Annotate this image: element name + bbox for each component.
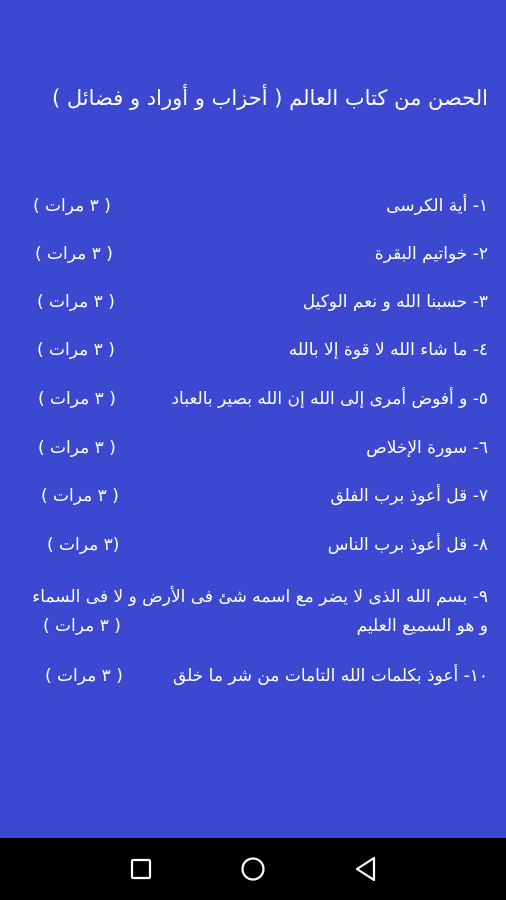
list-item [0, 666, 506, 696]
item-count: ( ٣ مرات ) [37, 292, 115, 312]
item-count: ( ٣ مرات ) [35, 244, 113, 264]
list-item [0, 196, 506, 226]
square-icon [130, 858, 152, 880]
list-item [0, 292, 506, 322]
item-count: ( ٣ مرات ) [38, 389, 116, 409]
navigation-bar [0, 838, 506, 900]
home-button[interactable] [238, 854, 268, 884]
recent-apps-button[interactable] [126, 854, 156, 884]
circle-icon [240, 856, 266, 882]
item-text: ١٠- أعوذ بكلمات الله التامات من شر ما خلق [172, 666, 488, 686]
item-text: ٤- ما شاء الله لا قوة إلا بالله [288, 340, 488, 360]
list-item [0, 340, 506, 370]
item-count: (٣ مرات ) [47, 535, 120, 555]
list-item [0, 438, 506, 468]
item-text: ٨- قل أعوذ برب الناس [327, 535, 488, 555]
item-count: ( ٣ مرات ) [41, 486, 119, 506]
back-button[interactable] [351, 854, 381, 884]
list-item [0, 389, 506, 419]
item-count: ( ٣ مرات ) [43, 616, 121, 636]
list-item [0, 583, 506, 643]
list-item [0, 535, 506, 565]
list-item [0, 486, 506, 516]
item-text: ٢- خواتيم البقرة [374, 244, 488, 264]
item-count: ( ٣ مرات ) [33, 196, 111, 216]
page-title: الحصن من كتاب العالم ( أحزاب و أوراد و فضائل ) [52, 86, 488, 110]
item-count: ( ٣ مرات ) [37, 340, 115, 360]
back-triangle-icon [354, 856, 378, 882]
item-count: ( ٣ مرات ) [45, 666, 123, 686]
item-text: ٣- حسبنا الله و نعم الوكيل [302, 292, 488, 312]
item-text: ٥- و أفوض أمرى إلى الله إن الله بصير بالعباد [171, 389, 488, 409]
item-text: ١- أية الكرسى [386, 196, 488, 216]
item-count: ( ٣ مرات ) [38, 438, 116, 458]
item-text: ٧- قل أعوذ برب الفلق [330, 486, 488, 506]
list-item [0, 244, 506, 274]
item-text: ٩- بسم الله الذى لا يضر مع اسمه شئ فى الأرض و لا فى السماء و هو السميع العليم [32, 587, 488, 636]
item-text: ٦- سورة الإخلاص [366, 438, 488, 458]
